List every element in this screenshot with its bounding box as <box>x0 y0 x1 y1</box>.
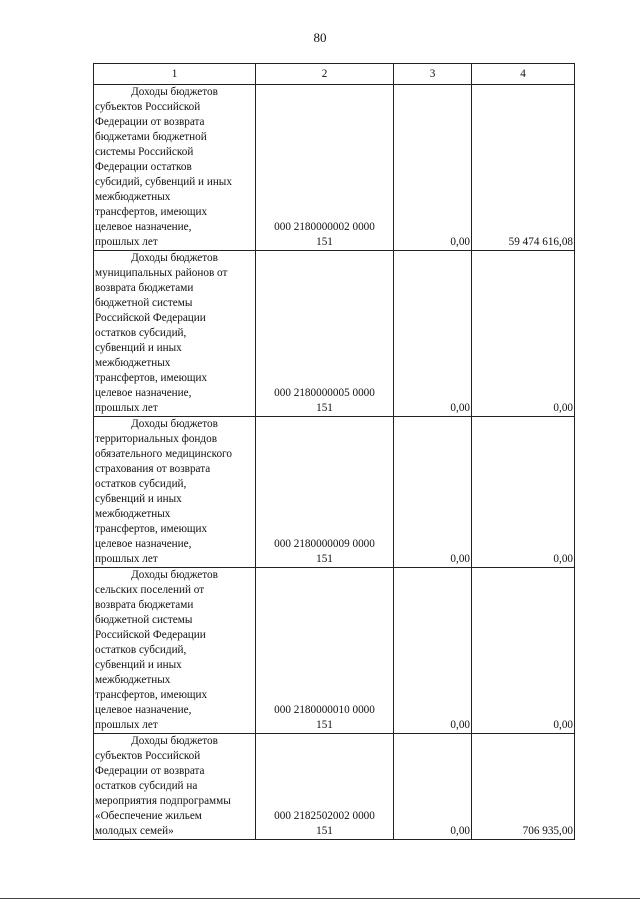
description-line: Доходы бюджетов <box>131 252 218 264</box>
table-row <box>94 417 575 568</box>
code-line: 151 <box>316 236 333 248</box>
description-line: возврата бюджетами <box>95 282 194 294</box>
description-line: бюджетной системы <box>95 297 193 309</box>
description-line: системы Российской <box>95 146 194 158</box>
description-line: Федерации от возврата <box>95 765 205 777</box>
table-row <box>94 251 575 417</box>
table-header-row <box>94 64 575 85</box>
description-line: Федерации остатков <box>95 161 192 173</box>
amount-column-4-cell: 706 935,00 <box>472 734 575 840</box>
code-line: 000 2180000002 0000 <box>274 221 375 233</box>
amount-column-3-cell: 0,00 <box>394 568 472 734</box>
budget-classification-code-cell <box>256 85 394 251</box>
code-line: 000 2182502002 0000 <box>274 810 375 822</box>
amount-column-3-cell: 0,00 <box>394 85 472 251</box>
description-line: возврата бюджетами <box>95 599 194 611</box>
revenue-description-cell <box>94 734 256 840</box>
description-line: целевое назначение, <box>95 387 192 399</box>
column-header-4: 4 <box>472 64 575 85</box>
description-line: прошлых лет <box>95 402 158 414</box>
column-header-1: 1 <box>94 64 256 85</box>
description-line: «Обеспечение жильем <box>95 810 202 822</box>
description-line: Доходы бюджетов <box>131 418 218 430</box>
description-line: Федерации от возврата <box>95 116 205 128</box>
description-line: остатков субсидий на <box>95 780 198 792</box>
description-line: бюджетной системы <box>95 614 193 626</box>
revenue-description-cell <box>94 417 256 568</box>
column-header-3: 3 <box>394 64 472 85</box>
budget-classification-code-cell <box>256 251 394 417</box>
column-header-2: 2 <box>256 64 394 85</box>
description-line: Российской Федерации <box>95 629 206 641</box>
description-line: целевое назначение, <box>95 221 192 233</box>
code-line: 151 <box>316 719 333 731</box>
revenue-description-cell <box>94 85 256 251</box>
description-line: целевое назначение, <box>95 538 192 550</box>
amount-column-4-cell: 0,00 <box>472 251 575 417</box>
description-line: прошлых лет <box>95 719 158 731</box>
description-line: межбюджетных <box>95 508 171 520</box>
page-number: 80 <box>313 30 327 45</box>
budget-classification-code-cell <box>256 568 394 734</box>
description-line: остатков субсидий, <box>95 478 187 490</box>
amount-column-3-cell: 0,00 <box>394 251 472 417</box>
description-line: трансфертов, имеющих <box>95 206 208 218</box>
description-line: остатков субсидий, <box>95 327 187 339</box>
table-row <box>94 85 575 251</box>
code-line: 151 <box>316 553 333 565</box>
description-line: трансфертов, имеющих <box>95 523 208 535</box>
amount-column-4-cell: 0,00 <box>472 568 575 734</box>
table-row <box>94 568 575 734</box>
description-line: Доходы бюджетов <box>131 735 218 747</box>
code-line: 000 2180000005 0000 <box>274 387 375 399</box>
description-line: бюджетами бюджетной <box>95 131 207 143</box>
description-line: молодых семей» <box>95 825 174 837</box>
description-line: субъектов Российской <box>95 750 201 762</box>
description-line: субвенций и иных <box>95 342 182 354</box>
description-line: межбюджетных <box>95 191 171 203</box>
description-line: Доходы бюджетов <box>131 86 218 98</box>
code-line: 151 <box>316 825 333 837</box>
description-line: Доходы бюджетов <box>131 569 218 581</box>
description-line: сельских поселений от <box>95 584 205 596</box>
budget-classification-code-cell <box>256 417 394 568</box>
page-bottom-rule <box>0 898 640 899</box>
code-line: 000 2180000009 0000 <box>274 538 375 550</box>
description-line: Российской Федерации <box>95 312 206 324</box>
description-line: страхования от возврата <box>95 463 211 475</box>
description-line: субсидий, субвенций и иных <box>95 176 232 188</box>
table-row <box>94 734 575 840</box>
description-line: муниципальных районов от <box>95 267 228 279</box>
description-line: трансфертов, имеющих <box>95 372 208 384</box>
table-body <box>94 85 575 840</box>
budget-revenue-table <box>93 63 575 840</box>
description-line: территориальных фондов <box>95 433 217 445</box>
code-line: 000 2180000010 0000 <box>274 704 375 716</box>
revenue-description-cell <box>94 568 256 734</box>
description-line: субвенций и иных <box>95 493 182 505</box>
code-line: 151 <box>316 402 333 414</box>
amount-column-3-cell: 0,00 <box>394 417 472 568</box>
description-line: целевое назначение, <box>95 704 192 716</box>
amount-column-3-cell: 0,00 <box>394 734 472 840</box>
amount-column-4-cell: 59 474 616,08 <box>472 85 575 251</box>
description-line: трансфертов, имеющих <box>95 689 208 701</box>
description-line: прошлых лет <box>95 553 158 565</box>
description-line: субвенций и иных <box>95 659 182 671</box>
amount-column-4-cell: 0,00 <box>472 417 575 568</box>
description-line: обязательного медицинского <box>95 448 232 460</box>
description-line: остатков субсидий, <box>95 644 187 656</box>
description-line: прошлых лет <box>95 236 158 248</box>
budget-classification-code-cell <box>256 734 394 840</box>
description-line: межбюджетных <box>95 357 171 369</box>
description-line: межбюджетных <box>95 674 171 686</box>
description-line: мероприятия подпрограммы <box>95 795 231 807</box>
revenue-description-cell <box>94 251 256 417</box>
description-line: субъектов Российской <box>95 101 201 113</box>
